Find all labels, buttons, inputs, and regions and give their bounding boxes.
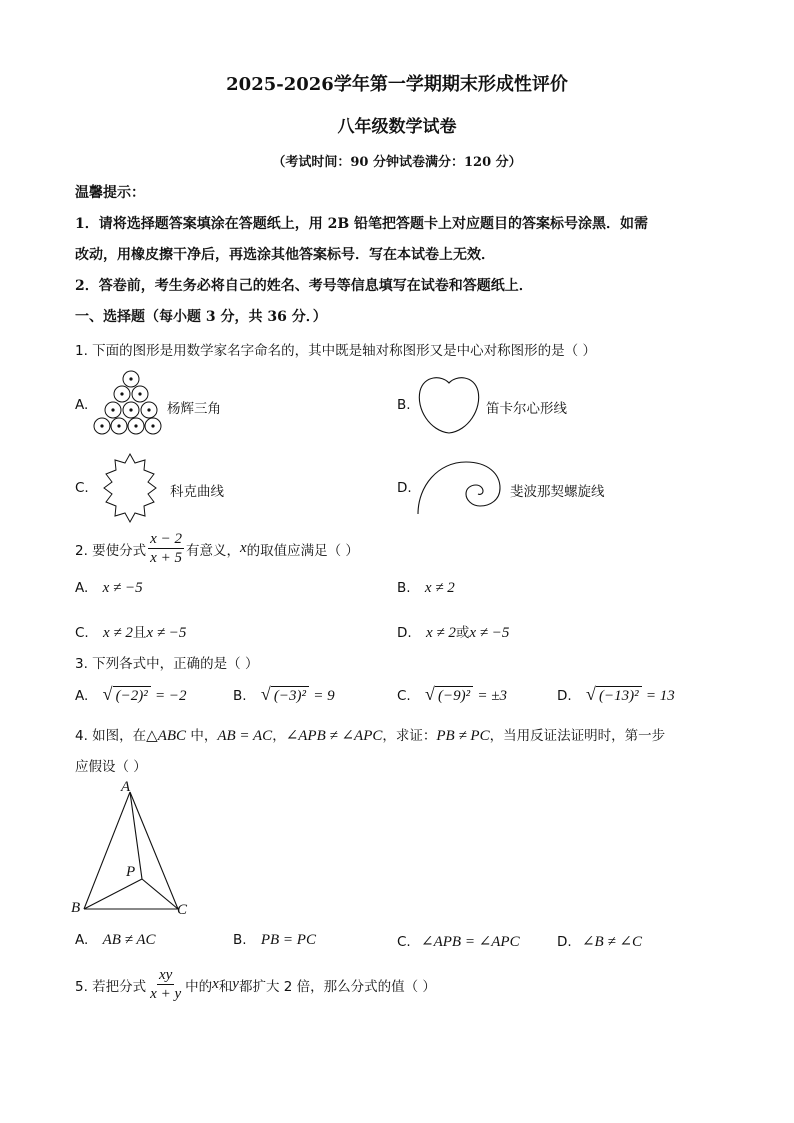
q4-triangle-figure bbox=[66, 780, 206, 920]
q3-option-c-result: = ±3 bbox=[477, 688, 508, 704]
q2-option-d-join: 或 bbox=[455, 625, 470, 641]
q4-text-a: 4. 如图，在 bbox=[75, 728, 147, 744]
q5-fraction-denominator: x + y bbox=[150, 986, 182, 1002]
q2-option-b-expr: x ≠ 2 bbox=[424, 580, 455, 596]
q2-fraction bbox=[148, 530, 184, 567]
q5-stem bbox=[75, 966, 436, 1003]
q2-fraction-numerator: x − 2 bbox=[150, 531, 182, 547]
q4-option-a-expr: AB ≠ AC bbox=[102, 932, 156, 948]
q4-condition-2: ∠APB ≠ ∠APC bbox=[285, 728, 383, 744]
q5-text-b: 和 bbox=[218, 978, 233, 995]
q2-option-d-expr-b: x ≠ −5 bbox=[469, 625, 510, 641]
q4-line-2: 应假设（ ） bbox=[75, 759, 147, 775]
q2-option-a-expr: x ≠ −5 bbox=[102, 580, 143, 596]
q4-option-d-expr: ∠B ≠ ∠C bbox=[581, 934, 643, 950]
q4-option-c bbox=[397, 932, 520, 951]
q4-figure-label-a: A bbox=[121, 779, 131, 795]
q4-figure-label-b: B bbox=[71, 900, 81, 916]
q4-option-b bbox=[233, 932, 316, 949]
q4-option-b-letter: B. bbox=[233, 932, 247, 948]
q3-option-c-letter: C. bbox=[397, 688, 411, 704]
q4-option-a bbox=[75, 932, 156, 949]
q2-fraction-denominator: x + 5 bbox=[150, 550, 182, 566]
q5-text-a: 中的 bbox=[185, 978, 213, 995]
q5-fraction-numerator: xy bbox=[158, 967, 173, 983]
yanghui-triangle-icon bbox=[90, 368, 172, 438]
q3-option-b-result: = 9 bbox=[313, 688, 335, 704]
q3-option-d-radicand: √ (−13)² bbox=[596, 686, 642, 705]
q1-option-c-letter: C. bbox=[75, 480, 89, 496]
q1-option-a-letter: A. bbox=[75, 397, 89, 413]
q2-variable: x bbox=[239, 540, 247, 556]
exam-title: 2025-2026学年第一学期期末形成性评价 bbox=[226, 74, 568, 95]
q5-variable-y: y bbox=[232, 976, 239, 992]
q5-prefix: 5. 若把分式 bbox=[75, 978, 147, 995]
q4-option-c-expr: ∠APB = ∠APC bbox=[421, 934, 520, 950]
q2-option-c-expr-a: x ≠ 2 bbox=[103, 625, 133, 641]
q3-option-d bbox=[557, 686, 675, 705]
q2-suffix-b: 的取值应满足（ ） bbox=[246, 542, 359, 559]
tip-1-line-1: 1．请将选择题答案填涂在答题纸上，用 2B 铅笔把答题卡上对应题目的答案标号涂黑．如需 bbox=[75, 216, 649, 232]
q2-option-c-join: 且 bbox=[132, 625, 147, 641]
q2-option-c bbox=[75, 621, 186, 642]
q2-option-d-expr-a: x ≠ 2 bbox=[425, 625, 456, 641]
q4-comma: ， bbox=[272, 728, 286, 744]
q4-option-d bbox=[557, 932, 642, 951]
exam-subtitle: 八年级数学试卷 bbox=[337, 117, 457, 137]
q4-option-b-expr: PB = PC bbox=[260, 932, 316, 948]
koch-snowflake-icon bbox=[94, 452, 166, 524]
q2-option-d bbox=[397, 621, 509, 642]
q2-option-a-letter: A. bbox=[75, 580, 89, 596]
fibonacci-spiral-icon bbox=[414, 458, 502, 516]
q3-option-d-letter: D. bbox=[557, 688, 572, 704]
tip-1-line-2: 改动，用橡皮擦干净后，再选涂其他答案标号．写在本试卷上无效． bbox=[75, 247, 495, 263]
q1-option-c-label: 科克曲线 bbox=[170, 484, 224, 500]
q4-condition-1: AB = AC bbox=[217, 728, 273, 744]
q3-option-b-radicand: √ (−3)² bbox=[271, 686, 309, 705]
tip-2: 2．答卷前，考生务必将自己的姓名、考号等信息填写在试卷和答题纸上． bbox=[75, 278, 533, 294]
q2-option-a bbox=[75, 580, 143, 597]
q3-option-d-result: = 13 bbox=[645, 688, 675, 704]
q1-option-d-label: 斐波那契螺旋线 bbox=[510, 484, 605, 500]
q5-variable-x: x bbox=[212, 976, 219, 992]
tips-heading: 温馨提示： bbox=[75, 185, 145, 201]
q1-option-a-label: 杨辉三角 bbox=[167, 401, 221, 417]
q4-text-b: 中， bbox=[186, 728, 218, 744]
q3-option-c bbox=[397, 686, 507, 705]
q2-stem bbox=[75, 530, 359, 567]
q4-figure-label-c: C bbox=[177, 902, 188, 918]
q2-suffix-a: 有意义， bbox=[185, 542, 240, 559]
q1-option-b-letter: B. bbox=[397, 397, 411, 413]
q3-option-a-letter: A. bbox=[75, 688, 89, 704]
q4-triangle: △ABC bbox=[146, 728, 187, 744]
q4-goal: PB ≠ PC bbox=[436, 728, 490, 744]
q2-option-d-letter: D. bbox=[397, 625, 412, 641]
q4-text-c: ，求证： bbox=[382, 728, 437, 744]
q4-figure-label-p: P bbox=[126, 864, 136, 880]
q2-option-b-letter: B. bbox=[397, 580, 411, 596]
q3-option-a bbox=[75, 686, 187, 705]
q4-text-d: ，当用反证法证明时，第一步 bbox=[489, 728, 666, 744]
q2-prefix: 2. 要使分式 bbox=[75, 542, 147, 559]
q4-option-c-letter: C. bbox=[397, 934, 411, 950]
cardioid-icon bbox=[416, 373, 482, 435]
q3-option-c-radicand: √ (−9)² bbox=[435, 686, 473, 705]
q1-stem: 1. 下面的图形是用数学家名字命名的，其中既是轴对称图形又是中心对称图形的是（ ） bbox=[75, 343, 596, 359]
q4-option-d-letter: D. bbox=[557, 934, 572, 950]
q3-option-a-radicand: √ (−2)² bbox=[113, 686, 151, 705]
exam-info: （考试时间：90 分钟试卷满分：120 分） bbox=[272, 155, 522, 170]
q5-fraction bbox=[148, 966, 183, 1003]
q2-option-c-expr-b: x ≠ −5 bbox=[146, 625, 187, 641]
q3-option-b bbox=[233, 686, 335, 705]
q4-line-1 bbox=[75, 724, 665, 745]
q2-option-b bbox=[397, 580, 455, 597]
q4-option-a-letter: A. bbox=[75, 932, 89, 948]
q5-suffix: 都扩大 2 倍，那么分式的值（ ） bbox=[238, 978, 436, 995]
q1-option-d-letter: D. bbox=[397, 480, 412, 496]
q1-option-b-label: 笛卡尔心形线 bbox=[486, 401, 567, 417]
q3-option-b-letter: B. bbox=[233, 688, 247, 704]
q3-option-a-result: = −2 bbox=[155, 688, 187, 704]
q3-stem: 3. 下列各式中，正确的是（ ） bbox=[75, 656, 259, 672]
section-1-heading: 一、选择题（每小题 3 分，共 36 分．） bbox=[75, 309, 327, 325]
q2-option-c-letter: C. bbox=[75, 625, 89, 641]
